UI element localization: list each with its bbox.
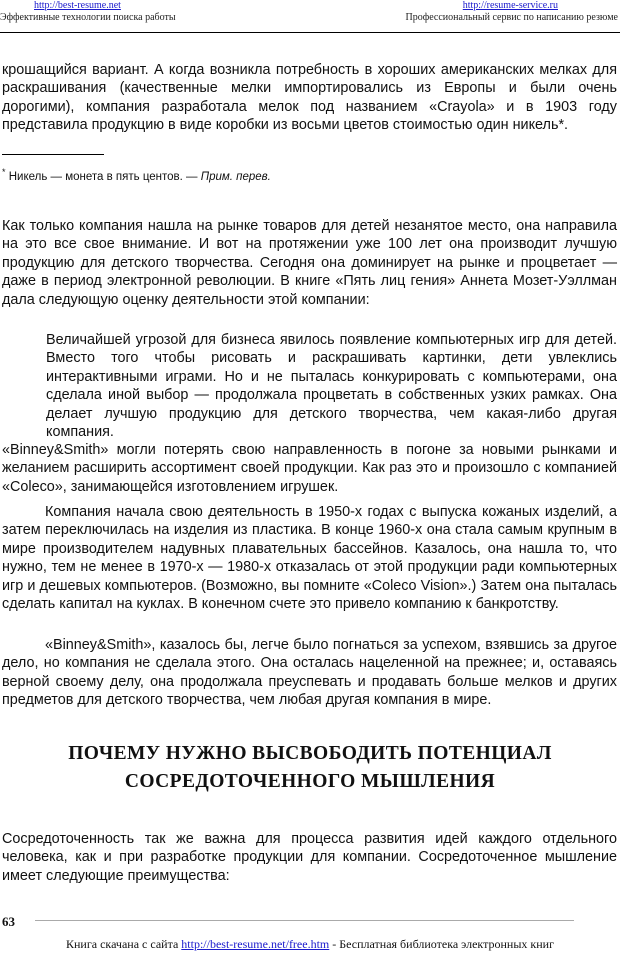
paragraph-crayola: крошащийся вариант. А когда возникла потребность в хороших американских мелках для раскрашивания (качественные мелки импортировались из Европы и были очень дорогими), компания разработала мелок под названием «Crayola» и в 1903 году представила продукцию в виде коробки из восьми цветов стоимостью один никель*. xyxy=(2,62,617,134)
footer-prefix: Книга скачана с сайта xyxy=(66,937,182,951)
footer-link[interactable]: http://best-resume.net/free.htm xyxy=(181,937,330,951)
section-heading-line-1: ПОЧЕМУ НУЖНО ВЫСВОБОДИТЬ ПОТЕНЦИАЛ xyxy=(68,743,552,764)
footnote-translator-note: Прим. перев. xyxy=(200,170,271,183)
header-divider xyxy=(0,32,620,33)
paragraph-market-niche: Как только компания нашла на рынке товаров для детей незанятое место, она направила на это все свое внимание. И вот на протяжении уже 100 лет она производит лучшую продукцию для детского творчества. Сегодня она доминирует на рынке и процветает — даже в период электронной революции. В книге «Пять лиц гения» Аннета Мозет-Уэллман дала следующую оценку деятельности этой компании: xyxy=(2,218,617,308)
footnote-text: Никель — монета в пять центов. — xyxy=(5,170,201,183)
paragraph-binney-smith: «Binney&Smith» могли потерять свою направленность в погоне за новыми рынками и желанием расширить ассортимент своей продукции. Как раз это и произошло с компанией «Coleco», занимающейся изготовлением игрушек. xyxy=(2,442,617,495)
footnote-mark: * xyxy=(2,167,6,177)
page-number: 63 xyxy=(2,914,15,929)
footer-suffix: - Бесплатная библиотека электронных книг xyxy=(329,937,554,951)
section-heading-line-2: СОСРЕДОТОЧЕННОГО МЫШЛЕНИЯ xyxy=(124,771,496,792)
header-left-link[interactable]: http://best-resume.net xyxy=(34,0,121,11)
footnote-divider xyxy=(2,154,104,155)
header-right-link[interactable]: http://resume-service.ru xyxy=(462,0,558,11)
footer-divider xyxy=(35,920,574,921)
page-footer xyxy=(0,937,620,952)
paragraph-concentration: Сосредоточенность так же важна для процесса развития идей каждого отдельного человека, как и при разработке продукции для компании. Сосредоточенное мышление имеет следующие преимущества: xyxy=(2,831,617,884)
block-quote: Величайшей угрозой для бизнеса явилось появление компьютерных игр для детей. Вместо того чтобы рисовать и раскрашивать картинки, дети увлеклись интерактивными играми. Но и не пыталась конкурировать с компьютерами, она сделала иной выбор — продолжала процветать в собственных узких рамках. Она делает лучшую продукцию для детского творчества, чем какая-либо другая компания. xyxy=(46,332,617,441)
header-right-text: Профессиональный сервис по написанию резюме xyxy=(405,12,618,23)
paragraph-focus: «Binney&Smith», казалось бы, легче было погнаться за успехом, взявшись за другое дело, но компания не сделала этого. Она осталась нацеленной на прежнее; и, оставаясь верной своему делу, она продолжала преуспевать и продавать больше мелков и других предметов для детского творчества, чем любая другая компания в мире. xyxy=(2,637,617,709)
footnote xyxy=(2,165,271,184)
header-left-text: Эффективные технологии поиска работы xyxy=(0,12,176,23)
paragraph-coleco: Компания начала свою деятельность в 1950-х годах с выпуска кожаных изделий, а затем переключилась на изделия из пластика. В конце 1960-х она стала самым крупным в мире производителем надувных плавательных бассейнов. Казалось, она нашла то, что нужно, тем не менее в 1970-х — 1980-х отказалась от этой продукции ради компьютерных игр и дешевых компьютеров. (Возможно, вы помните «Coleco Vision».) Затем она пыталась сделать капитал на куклах. В конечном счете это привело компанию к банкротству. xyxy=(2,504,617,613)
page-header xyxy=(0,0,620,34)
